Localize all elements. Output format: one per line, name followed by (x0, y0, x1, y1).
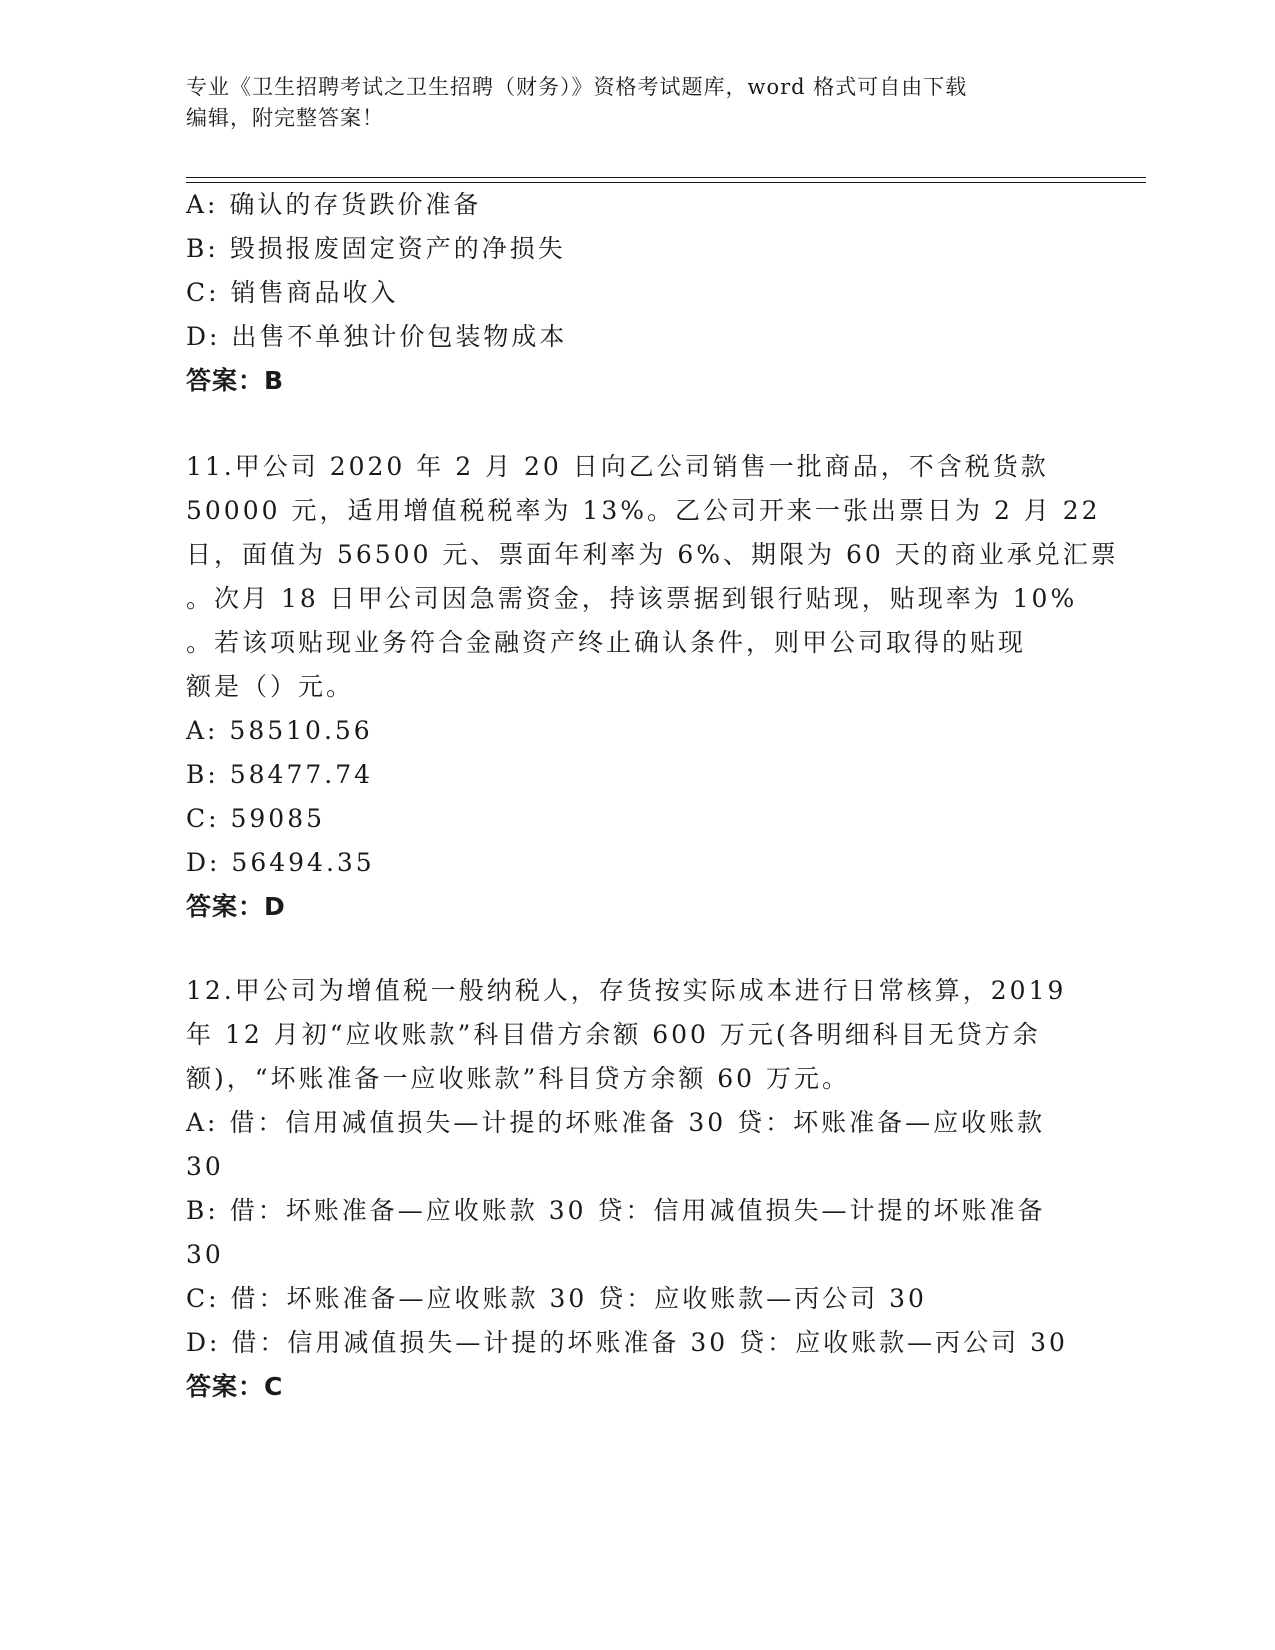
q12-stem-line-3: 额)，“坏账准备一应收账款”科目贷方余额 60 万元。 (186, 1064, 851, 1093)
header-divider-top (186, 177, 1146, 178)
q12-option-a: A: 借：信用减值损失—计提的坏账准备 30 贷：坏账准备—应收账款 (186, 1108, 1046, 1137)
q11-option-c: C: 59085 (186, 804, 326, 833)
q11-answer: 答案：D (186, 892, 286, 921)
q11-stem-line-1: 11.甲公司 2020 年 2 月 20 日向乙公司销售一批商品，不含税货款 (186, 452, 1049, 481)
q10-option-b: B: 毁损报废固定资产的净损失 (186, 234, 566, 263)
document-header (186, 72, 1086, 134)
q12-stem-line-2: 年 12 月初“应收账款”科目借方余额 600 万元(各明细科目无贷方余 (186, 1020, 1041, 1049)
q11-option-d: D: 56494.35 (186, 848, 375, 877)
q12-option-b: B: 借：坏账准备—应收账款 30 贷：信用减值损失—计提的坏账准备 (186, 1196, 1046, 1225)
header-line-2: 编辑，附完整答案！ (186, 106, 384, 130)
q10-option-d: D: 出售不单独计价包装物成本 (186, 322, 568, 351)
q12-answer: 答案：C (186, 1372, 284, 1401)
q12-option-a-cont: 30 (186, 1152, 224, 1181)
q11-stem-line-3: 日，面值为 56500 元、票面年利率为 6%、期限为 60 天的商业承兑汇票 (186, 540, 1119, 569)
q10-answer: 答案：B (186, 366, 285, 395)
q11-option-a: A: 58510.56 (186, 716, 373, 745)
q10-option-a: A: 确认的存货跌价准备 (186, 190, 482, 219)
q12-option-b-cont: 30 (186, 1240, 224, 1269)
q12-stem-line-1: 12.甲公司为增值税一般纳税人，存货按实际成本进行日常核算，2019 (186, 976, 1067, 1005)
q12-option-d: D: 借：信用减值损失—计提的坏账准备 30 贷：应收账款—丙公司 30 (186, 1328, 1068, 1357)
q10-option-c: C: 销售商品收入 (186, 278, 399, 307)
header-line-1: 专业《卫生招聘考试之卫生招聘（财务）》资格考试题库，word 格式可自由下载 (186, 75, 968, 99)
q11-option-b: B: 58477.74 (186, 760, 374, 789)
q11-stem-line-5: 。若该项贴现业务符合金融资产终止确认条件，则甲公司取得的贴现 (186, 628, 1027, 657)
header-divider-bottom (186, 182, 1146, 183)
q11-stem-line-6: 额是（）元。 (186, 672, 355, 701)
q11-stem-line-4: 。次月 18 日甲公司因急需资金，持该票据到银行贴现，贴现率为 10% (186, 584, 1078, 613)
q11-stem-line-2: 50000 元，适用增值税税率为 13%。乙公司开来一张出票日为 2 月 22 (186, 496, 1101, 525)
q12-option-c: C: 借：坏账准备—应收账款 30 贷：应收账款—丙公司 30 (186, 1284, 927, 1313)
